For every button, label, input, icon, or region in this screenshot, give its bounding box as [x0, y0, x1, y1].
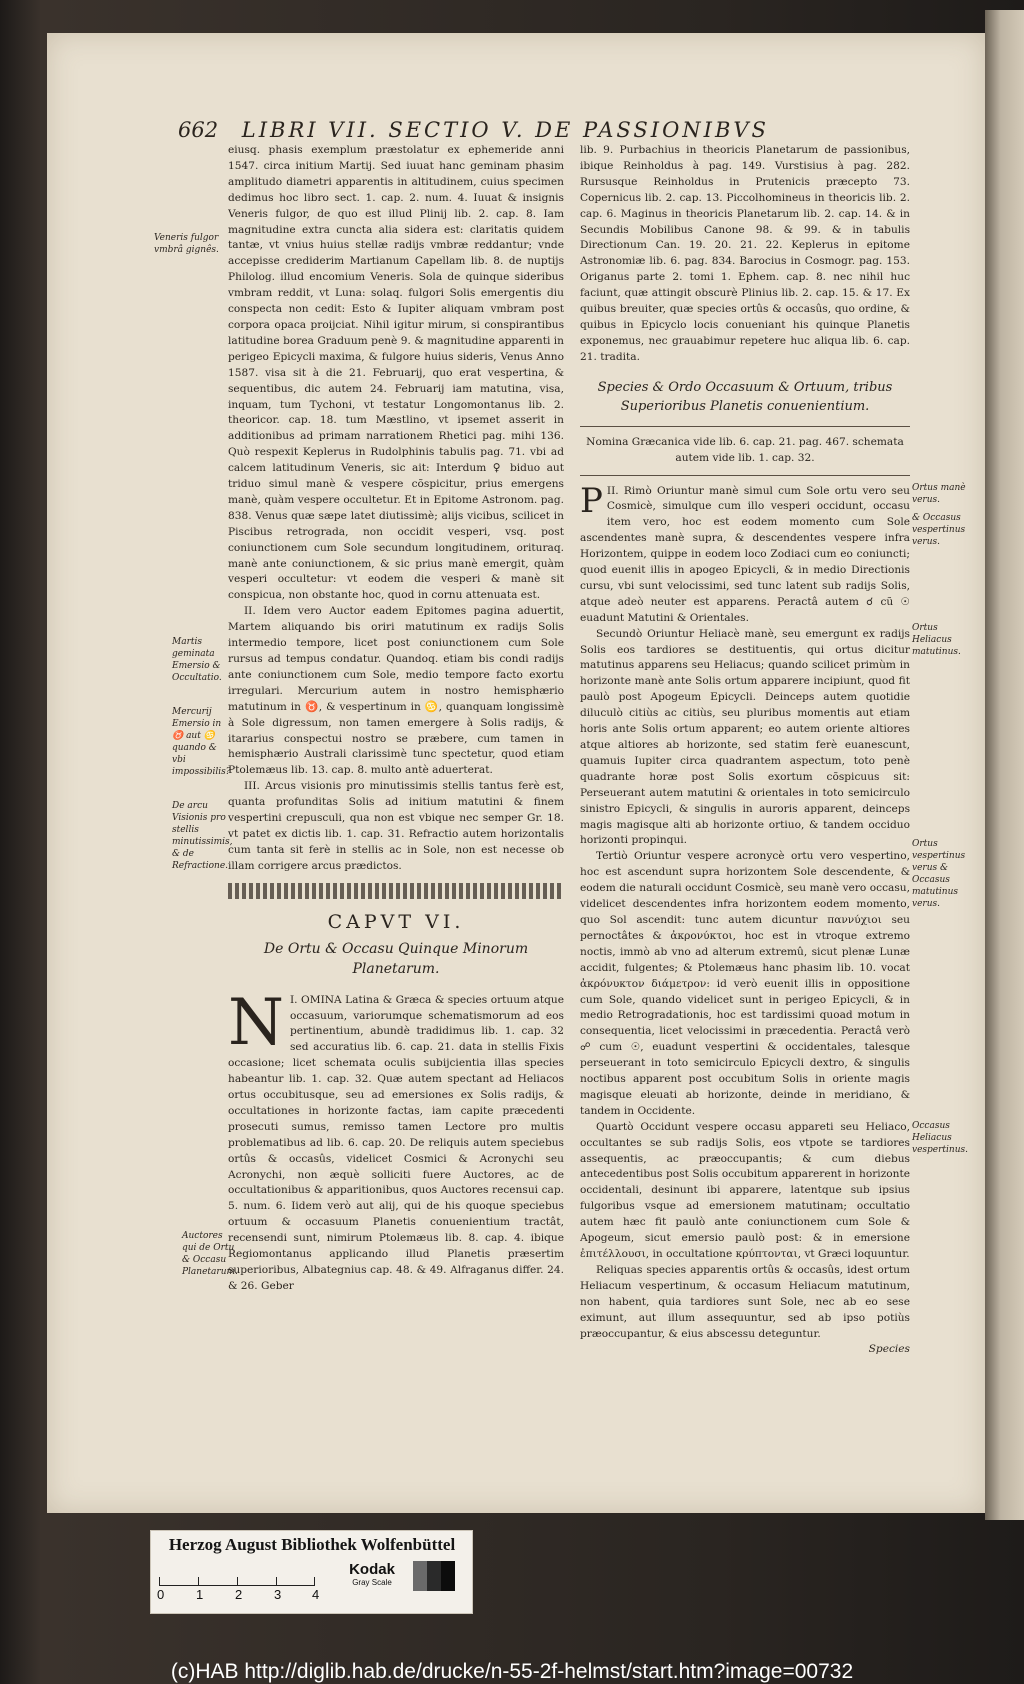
left-paragraph-3: III. Arcus visionis pro minutissimis stellis tantus ferè est, quanta profunditas Solis ad initium matutini & finem vespertini crepusculi, qua non est vbique nec semper Gr. 18. vt patet ex dictis lib. 1. cap. 31. Refractio autem horizontalis cum tanta sit ferè in stellis ac in Sole, non est necesse ob illam corrigere arcus prædictos. — [228, 780, 564, 872]
ruler-number: 4 — [312, 1587, 320, 1602]
margin-note-martis: Martis geminata Emersio & Occultatio. — [172, 637, 222, 683]
ruler-tick — [198, 1577, 199, 1585]
ornament-band — [228, 883, 564, 899]
chapter-subtitle: De Ortu & Occasu Quinque Minorum Planetarum. — [263, 940, 529, 977]
ruler-tick — [276, 1577, 277, 1585]
right-paragraph-5: Quartò Occidunt vespere occasu appareti seu Heliaco, occultantes se sub radijs Solis, eos vtpote se tardiores assequentis, ac præoccupantis; & cum diebus antecedentibus post Solis occubitum apparerent in horizonte occidentali, desinunt ibi apparere, latentque sub ipsius fulgoribus vsque ad emersionem matutinam; occultatio autem hæc fit paulò ante coniunctionem cum Sole & Apogeum, sicut emersio paulò post: & in emersione ἐπιτέλλουσι, in occultatione κρύπτονται, vt Græci loquuntur. — [580, 1120, 910, 1260]
kodak-logo — [341, 1561, 403, 1595]
ruler-number: 3 — [274, 1587, 282, 1602]
drop-cap-p: P — [580, 480, 603, 521]
kodak-gray-scale: Gray Scale — [352, 1578, 392, 1587]
left-paragraph-4-text: OMINA Latina & Græca & species ortuum atque occasuum, variorumque schematismorum ad eos pertinentium, abundè tradidimus lib. 1. cap. 32 sed accuratius lib. 6. cap. 21. data in stellis Fixis occasione; licet schemata oculis subijcientia illas species habeantur lib. 1. cap. 32. Quæ autem spectant ad Heliacos ortus occubitusque, seu ad emersiones ex Solis radijs, & occultationes in horizonte factas, iam capite præcedenti prosecuti sumus, remisso tamen Lectore pro multis problematibus ad lib. 6. cap. 20. De reliquis autem speciebus ortûs & occasûs, videlicet Cosmici & Acronychi seu Acronychi, non æquè solliciti fuere Auctores, ac de occultationibus & apparitionibus, quos Auctores recensui cap. 5. num. 6. Iidem verò aut alij, qui de his quoque speciebus ortuum & occasuum Planetis conuenientium tractât, recensendi sunt, nimirum Ptolemæus lib. 8. cap. 4. ibique Regiomontanus applicando illud Planetis præsertim superioribus, Albategnius cap. 48. & 49. Alfraganus differ. 24. & 26. Geber — [228, 993, 564, 1292]
ruler-tick — [159, 1577, 160, 1585]
page-number: 662 — [178, 118, 219, 142]
color-scale-card — [150, 1530, 473, 1614]
margin-note-occasus-vespertinus: & Occasus vespertinus verus. — [912, 513, 966, 547]
nomina-note: Nomina Græcanica vide lib. 6. cap. 21. pag. 467. schemata autem vide lib. 1. cap. 32. — [586, 435, 904, 464]
ruler-number: 0 — [157, 1587, 165, 1602]
facing-page-edge — [985, 10, 1024, 1520]
ruler-number: 2 — [235, 1587, 243, 1602]
margin-note-mercurij: Mercurij Emersio in ♉ aut ♋ quando & vbi impossibilis? — [172, 707, 231, 777]
right-paragraph-4: Tertiò Oriuntur vespere acronycè ortu vero vespertino, hoc est ascendunt supra horizontem Sole descendente, & eodem die naturali occidunt Cosmicè, seu manè vero occasu, videlicet descendentes infra horizontem eodem momento, quo Sol ascendit: tunc autem dicuntur παννύχιοι seu pernoctâtes & ἀκρονύκτοι, hoc est in vtroque extremo noctis, immò ab vno ad alterum extremû, sicut plenæ Lunæ accidit, fulgentes; & Ptolemæus hanc phasim lib. 10. vocat ἀκρόνυκτον διάμετρον: id verò euenit illis in oppositione cum Sole, quando videlicet sunt in perigeo Epicycli, & in medio Retrogradationis, hoc est tardissimi quoad motum in consequentia, licet velocissimi in præcedentia. Peractâ verò ☍ cum ☉, euadunt vespertini & occidentales, talesque perseuerant in toto semicirculo Epicycli dextro, & singulis noctibus apparent post occubitum Solis in oriente magis magisque eleuati ab horizonte, deinde in meridiano, & tandem in Occidente. — [580, 850, 910, 1117]
gray-swatch — [427, 1561, 441, 1591]
margin-note-ortus-mane: Ortus manè verus. — [912, 483, 966, 505]
left-paragraph-4 — [228, 985, 564, 1295]
running-title: LIBRI VII. SECTIO V. DE PASSIONIBVS — [241, 118, 769, 142]
margin-note-de-arcu: De arcu Visionis pro stellis minutissimis, & de Refractione. — [172, 801, 233, 871]
ruler-number: 1 — [196, 1587, 204, 1602]
margin-note-veneris: Veneris fulgor vmbrâ gignês. — [154, 233, 219, 255]
right-paragraph-3: Secundò Oriuntur Heliacè manè, seu emergunt ex radijs Solis eos tardiores se destituentis, qui ortus dicitur matutinus apparens seu Heliacus; quando scilicet primùm in horizonte manè ante Solis ortum apparere incipiunt, quod fit paulò post Apogeum Epicycli. Deinceps autem quotidie diluculò citiùs ac citiùs, seu pluribus momentis aut etiam horis ante Solis ortum apparent; eo autem oriente altiores atque altiores ab horizonte, sed statim ferè euanescunt, quamuis Iupiter circa quadrantem aspectum, toto penè quadrante horæ post Solis exortum cõspicuus sit: Perseuerant autem matutini & orientales in toto semicirculo sinistro Epicycli, & singulis in auroris apparent, deinceps magis magisque alti ab horizonte ortiuo, & tandem occiduo horizonti propinqui. — [580, 627, 910, 847]
right-paragraph-2 — [580, 480, 910, 627]
right-column — [580, 143, 910, 1355]
kodak-brand: Kodak — [349, 1561, 395, 1578]
chapter-title: CAPVT VI. — [327, 910, 465, 933]
margin-note-ortus-vespertinus: Ortus vespertinus verus & Occasus matutinus verus. — [912, 839, 966, 909]
section-number-1: I. — [290, 993, 298, 1006]
margin-note-occasus-heliacus: Occasus Heliacus vespertinus. — [912, 1121, 968, 1155]
section-number-2: II. — [606, 484, 619, 497]
ruler — [159, 1559, 315, 1586]
ruler-tick — [314, 1577, 315, 1585]
left-paragraph-2: II. Idem vero Auctor eadem Epitomes pagina aduertit, Martem aliquando bis oriri matutinum ex radijs Solis intermedio tempore, licet post coniunctionem cum Sole rursus ad tempus condatur. Quandoq. etiam bis condi radijs ante coniunctionem cum Sole, medio tempore facto exortu irregulari. Mercurium autem in nostro hemisphærio matutinum in ♉, & vespertinum in ♋, quanquam longissimè à Sole digressum, non tamen emergere à Solis radijs, & itararius conspectui nostro se præbere, cum tamen in hemisphærio Australi clarissimè tunc spectetur, quod etiam Ptolemæus lib. 13. cap. 8. multo antè aduerterat. — [228, 605, 564, 777]
drop-cap-n: N — [228, 985, 284, 1060]
gray-swatch — [413, 1561, 427, 1591]
catchword: Species — [868, 1343, 910, 1355]
right-paragraph-6: Reliquas species apparentis ortûs & occasûs, idest ortum Heliacum vespertinum, & occasum Heliacum matutinum, non habent, quia tardiores sunt Sole, nec ab eo sese eximunt, aut illum assequuntur, sed ab ipso potiùs præoccupantur, & eius abscessu deteguntur. — [580, 1263, 910, 1340]
left-column — [228, 143, 564, 1358]
right-paragraph-1: lib. 9. Purbachius in theoricis Planetarum de passionibus, ibique Reinholdus à pag. 149. Vurstisius à pag. 282. Rursusque Reinholdus in Prutenicis præcepto 73. Copernicus lib. 2. cap. 13. Piccolhomineus in theoricis lib. 2. cap. 6. Maginus in theoricis Planetarum lib. 2. cap. 14. & in Secundis Mobilibus Canone 98. & 99. & in tabulis Directionum Can. 19. 20. 21. 22. Keplerus in epitome Astronomiæ lib. 6. pag. 834. Barocius in Cosmogr. pag. 153. Origanus parte 2. tomi 1. Ephem. cap. 8. nec nihil huc faciunt, quæ attingit obscurè Plinius lib. 2. cap. 15. & 17. Ex quibus breuiter, quæ species ortûs & occasûs, quo ordine, & quibus in Epicyclo locis conueniant his quinque Planetis exponemus, nec grauabimur repetere huc aliqua lib. 6. cap. 21. tradita. — [580, 144, 910, 363]
divider — [580, 475, 910, 476]
left-paragraph-1: eiusq. phasis exemplum præstolatur ex ephemeride anni 1547. circa initium Martij. Sed iuuat hanc geminam phasim amplitudo diametri apparentis in altitudinem, cuius specimen dedimus hoc libro sect. 1. cap. 2. num. 4. Iuuat & insignis Veneris fulgor, de quo est illud Plinij lib. 2. cap. 8. Iam magnitudine extra cuncta alia sidera est: claritatis quidem tantæ, vt vnius huius stellæ radijs vmbræ reddantur; vnde accepisse crediderim Martianum Capellam lib. 8. de nuptijs Philolog. illud encomium Veneris. Sola de quinque sideribus vmbram reddit, vt Luna: solaq. fulgori Solis emergentis diu conspecta non cedit: Esto & Iupiter aliquam vmbram post corpora opaca proijciat. Nihil igitur mirum, si conspirantibus latitudine borea Graduum penè 9. & magnitudine apparenti in perigeo Epicycli maxima, & fulgore huius sideris, Venus Anno 1587. visa sit à die 21. Februarij, quo erat vespertina, & sequentibus, dic autem 24. Februarij iam matutina, visa, inquam, tum Tychoni, vt testatur Longomontanus lib. 2. theoricor. cap. 18. tum Mæstlino, vt ipsemet asserit in additionibus ad primam narrationem Rhetici pag. mihi 136. Quò respexit Keplerus in Rudolphinis tabulis pag. 71. vbi ad calcem latitudinum Veneris, sic ait: Interdum ♀ biduo aut triduo simul manè & vespere cõspicitur, prius emergens manè, quàm vespere occultetur. Et in Epitome Astronom. pag. 838. Venus quæ sæpe latet diutissimè; alijs vicibus, scilicet in Piscibus retrograda, non occidit vesperi, vsq. post coniunctionem cum Sole secundum longitudinem, orituraq. manè ante coniunctionem, & sic prius manè emergit, quàm vesperi occultetur: vt eodem die vesperi & manè sit conspicua, non obstante hoc, quod in cornu attenuata est. — [228, 144, 564, 602]
running-head — [178, 118, 838, 142]
ruler-tick — [237, 1577, 238, 1585]
gray-swatch — [441, 1561, 455, 1591]
margin-note-ortus-heliacus: Ortus Heliacus matutinus. — [912, 623, 961, 657]
right-paragraph-2-text: Rimò Oriuntur manè simul cum Sole ortu vero seu Cosmicè, simulque cum illo vesperi occidunt, occasu item vero, hoc est eodem momento cum Sole ascendentes manè supra, & descendentes vespere infra Horizontem, quippe in eodem loco Zodiaci cum eo coniuncti; quod euenit illis in apogeo Epicycli, & in medio Directionis cursu, vbi sunt velocissimi, sed tunc latent sub radijs Solis, atque adeò neuter est apparens. Peractâ autem ☌ cũ ☉ euadunt Matutini & Orientales. — [580, 484, 910, 624]
section-heading: Species & Ordo Occasuum & Ortuum, tribus Superioribus Planetis conuenientium. — [597, 379, 893, 414]
image-caption: (c)HAB http://diglib.hab.de/drucke/n-55-2f-helmst/start.htm?image=00732 — [170, 1660, 854, 1683]
institution-label: Herzog August Bibliothek Wolfenbüttel — [168, 1535, 456, 1554]
margin-note-auctores: Auctores qui de Ortu & Occasu Planetarum. — [182, 1231, 238, 1277]
divider — [580, 426, 910, 427]
